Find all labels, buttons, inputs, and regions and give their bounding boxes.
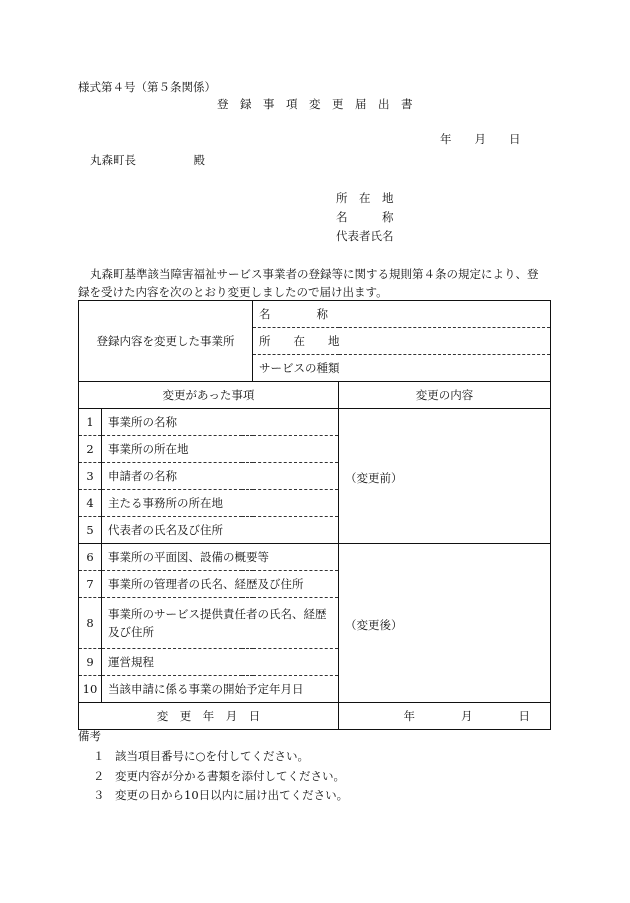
item-number: 9 — [79, 649, 102, 676]
item-label: 主たる事務所の所在地 — [102, 490, 339, 517]
office-service-type-label: サービスの種類 — [253, 355, 551, 382]
item-label: 運営規程 — [102, 649, 339, 676]
note-number: ３ — [93, 788, 105, 802]
note-text: 変更内容が分かる書類を添付してください。 — [115, 768, 345, 783]
change-before-cell — [339, 409, 551, 544]
changed-items-header: 変更があった事項 — [79, 382, 339, 409]
note-text: 該当項目番号に○を付してください。 — [115, 749, 310, 763]
item-number: 10 — [79, 676, 102, 703]
item-label: 当該申請に係る事業の開始予定年月日 — [102, 676, 339, 703]
note-item — [93, 768, 348, 788]
item-label: 事業所の所在地 — [102, 436, 339, 463]
item-label: 申請者の名称 — [102, 463, 339, 490]
item-number: 6 — [79, 544, 102, 571]
item-number: 5 — [79, 517, 102, 544]
applicant-address-label: 所 在 地 — [336, 191, 394, 205]
item-label-line2: 及び住所 — [108, 625, 154, 639]
note-number: ２ — [93, 768, 105, 783]
item-label: 事業所の名称 — [102, 409, 339, 436]
notes-list — [93, 748, 348, 807]
item-label-line1: 事業所のサービス提供責任者の氏名、経歴 — [108, 607, 327, 621]
item-label: 事業所の管理者の氏名、経歴及び住所 — [102, 571, 339, 598]
addressee: 丸森町長 殿 — [90, 153, 205, 167]
item-number: 3 — [79, 463, 102, 490]
form-number: 様式第４号（第５条関係） — [78, 80, 216, 94]
item-label — [102, 598, 339, 649]
change-before-label: （変更前） — [345, 471, 403, 485]
note-text: 変更の日から10日以内に届け出てください。 — [115, 788, 349, 802]
item-number: 2 — [79, 436, 102, 463]
item-label: 代表者の氏名及び住所 — [102, 517, 339, 544]
change-report-table — [78, 300, 551, 730]
change-content-header: 変更の内容 — [339, 382, 551, 409]
note-number: １ — [93, 749, 105, 763]
intro-text-line2: 録を受けた内容を次のとおり変更しましたので届け出ます。 — [78, 285, 388, 299]
notes-heading: 備考 — [78, 729, 101, 743]
change-date-label: 変 更 年 月 日 — [79, 703, 339, 730]
change-date-value: 年 月 日 — [339, 703, 551, 730]
item-number: 8 — [79, 598, 102, 649]
note-item — [93, 748, 348, 768]
note-item — [93, 787, 348, 807]
office-name-label: 名 称 — [253, 301, 551, 328]
item-number: 7 — [79, 571, 102, 598]
item-number: 4 — [79, 490, 102, 517]
office-header: 登録内容を変更した事業所 — [79, 301, 253, 382]
item-number: 1 — [79, 409, 102, 436]
submission-date: 年 月 日 — [440, 132, 521, 146]
applicant-name-label: 名 称 — [336, 210, 394, 224]
change-after-label: （変更後） — [345, 618, 403, 632]
applicant-rep-label: 代表者氏名 — [336, 229, 394, 243]
form-title: 登 録 事 項 変 更 届 出 書 — [217, 97, 413, 111]
office-address-label: 所 在 地 — [253, 328, 551, 355]
item-label: 事業所の平面図、設備の概要等 — [102, 544, 339, 571]
intro-text-line1: 丸森町基準該当障害福祉サービス事業者の登録等に関する規則第４条の規定により、登 — [90, 267, 539, 281]
change-after-cell — [339, 544, 551, 703]
